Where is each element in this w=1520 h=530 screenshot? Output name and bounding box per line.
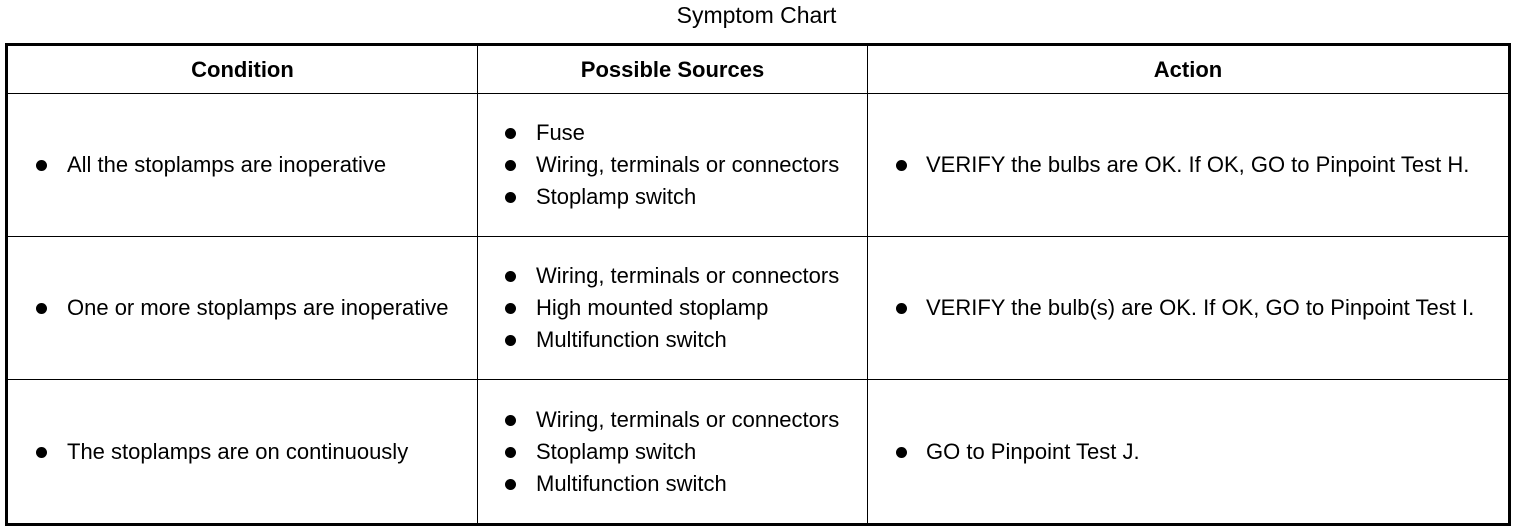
header-action: Action	[868, 45, 1510, 94]
bullet-icon	[896, 160, 907, 171]
bullet-icon	[896, 303, 907, 314]
sources-cell	[478, 237, 868, 380]
action-text: VERIFY the bulbs are OK. If OK, GO to Pinpoint Test H.	[926, 152, 1470, 177]
bullet-icon	[505, 447, 516, 458]
sources-cell	[478, 380, 868, 525]
action-text: GO to Pinpoint Test J.	[926, 438, 1140, 464]
bullet-icon	[36, 303, 47, 314]
bullet-icon	[505, 128, 516, 139]
source-text: Fuse	[536, 120, 585, 145]
condition-text: One or more stoplamps are inoperative	[67, 295, 449, 320]
condition-text: All the stoplamps are inoperative	[67, 152, 387, 177]
source-item	[505, 405, 861, 435]
header-row	[7, 45, 1510, 94]
source-item	[505, 118, 861, 148]
source-item	[505, 293, 861, 323]
header-possible-sources: Possible Sources	[478, 45, 868, 94]
condition-cell	[7, 380, 478, 525]
source-text: Stoplamp switch	[536, 438, 697, 464]
symptom-table	[5, 43, 1511, 526]
source-text: Multifunction switch	[536, 470, 727, 496]
table-row	[7, 237, 1510, 380]
action-item	[896, 437, 1498, 467]
condition-item	[36, 293, 467, 323]
header-condition: Condition	[7, 45, 478, 94]
source-text: Wiring, terminals or connectors	[536, 263, 840, 288]
source-item	[505, 469, 861, 499]
bullet-icon	[505, 335, 516, 346]
source-item	[505, 150, 861, 180]
bullet-icon	[36, 160, 47, 171]
action-text: VERIFY the bulb(s) are OK. If OK, GO to Pinpoint Test I.	[926, 295, 1475, 320]
bullet-icon	[896, 447, 907, 458]
source-text: Wiring, terminals or connectors	[536, 406, 840, 432]
condition-text: The stoplamps are on continuously	[67, 438, 409, 464]
sources-cell	[478, 94, 868, 237]
source-text: Stoplamp switch	[536, 184, 697, 209]
condition-item	[36, 437, 467, 467]
bullet-icon	[505, 271, 516, 282]
source-item	[505, 261, 861, 291]
action-item	[896, 150, 1498, 180]
source-item	[505, 325, 861, 355]
source-item	[505, 182, 861, 212]
bullet-icon	[505, 192, 516, 203]
table-row	[7, 380, 1510, 525]
chart-title: Symptom Chart	[676, 2, 837, 28]
action-cell	[868, 380, 1510, 525]
action-item	[896, 293, 1498, 323]
source-text: Multifunction switch	[536, 327, 727, 352]
bullet-icon	[505, 479, 516, 490]
action-cell	[868, 237, 1510, 380]
bullet-icon	[505, 303, 516, 314]
source-item	[505, 437, 861, 467]
condition-item	[36, 150, 467, 180]
bullet-icon	[505, 415, 516, 426]
table-row	[7, 94, 1510, 237]
bullet-icon	[36, 447, 47, 458]
condition-cell	[7, 237, 478, 380]
source-text: High mounted stoplamp	[536, 295, 769, 320]
source-text: Wiring, terminals or connectors	[536, 152, 840, 177]
condition-cell	[7, 94, 478, 237]
bullet-icon	[505, 160, 516, 171]
action-cell	[868, 94, 1510, 237]
